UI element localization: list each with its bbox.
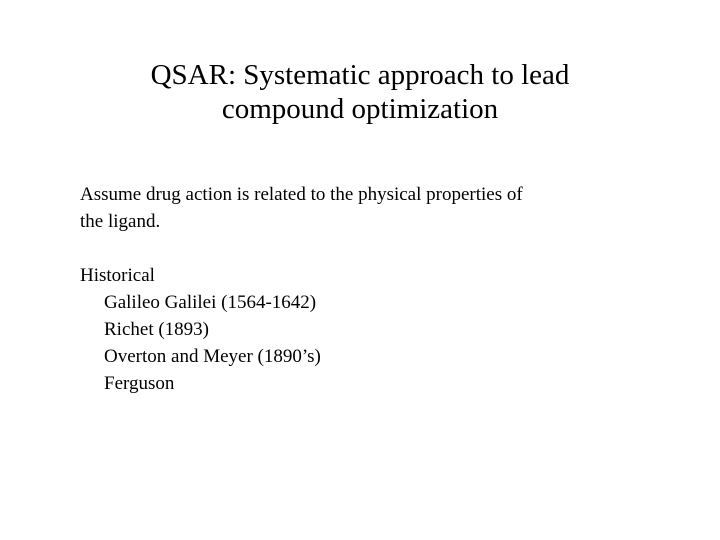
intro-line-2: the ligand.: [80, 211, 161, 232]
intro-line-1: Assume drug action is related to the physical properties of: [80, 184, 523, 205]
historical-item-overton-meyer: Overton and Meyer (1890’s): [104, 346, 321, 367]
slide-title: [60, 58, 660, 126]
historical-list: [80, 289, 660, 397]
slide-title-line-1: QSAR: Systematic approach to lead: [150, 59, 570, 91]
historical-item-richet: Richet (1893): [104, 319, 210, 340]
historical-item-galileo: Galileo Galilei (1564-1642): [104, 292, 317, 313]
slide-body: [80, 181, 660, 397]
historical-item-ferguson: Ferguson: [104, 373, 175, 394]
intro-paragraph: [80, 181, 660, 235]
slide-title-line-2: compound optimization: [221, 93, 499, 125]
historical-heading: Historical: [80, 265, 155, 286]
